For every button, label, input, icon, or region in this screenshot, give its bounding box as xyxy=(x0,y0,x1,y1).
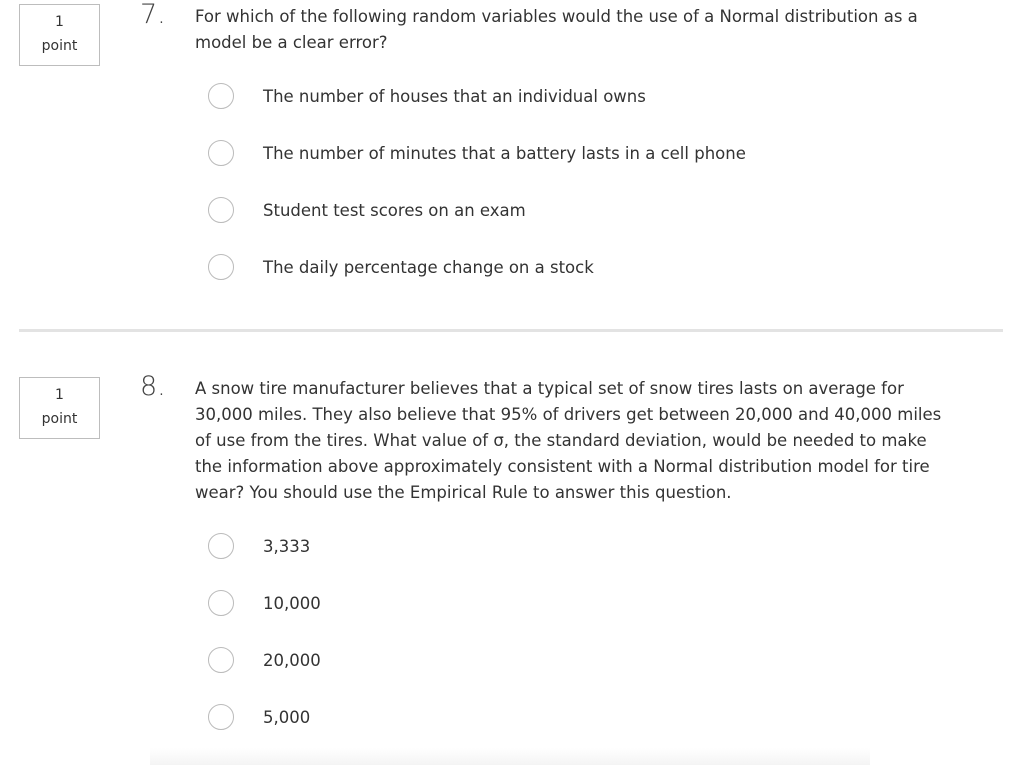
question-text: A snow tire manufacturer believes that a typical set of snow tires lasts on average for 30,000 miles. They also believe that 95% of drivers get between 20,000 and 40,000 miles of use from the tires. What value of σ, the standard deviation, would be needed to make the information above approximately consistent with a Normal distribution model for tire wear? You should use the Empirical Rule to answer this question. xyxy=(195,379,942,502)
answer-option[interactable] xyxy=(208,531,310,561)
radio-button[interactable] xyxy=(208,590,234,616)
radio-button[interactable] xyxy=(208,647,234,673)
answer-option[interactable] xyxy=(208,252,594,282)
answer-option-label: The number of minutes that a battery lasts in a cell phone xyxy=(263,143,746,163)
points-label: point xyxy=(41,411,78,427)
answer-option-label: The number of houses that an individual owns xyxy=(263,86,646,106)
radio-button[interactable] xyxy=(208,197,234,223)
answer-option[interactable] xyxy=(208,138,746,168)
radio-button[interactable] xyxy=(208,254,234,280)
question-number: 8. xyxy=(140,371,166,402)
answer-option-label: Student test scores on an exam xyxy=(263,200,526,220)
points-label: point xyxy=(41,38,78,54)
radio-button[interactable] xyxy=(208,83,234,109)
answer-option-label: 3,333 xyxy=(263,536,311,556)
points-box xyxy=(19,4,100,66)
radio-button[interactable] xyxy=(208,533,234,559)
answer-option-label: The daily percentage change on a stock xyxy=(263,257,594,277)
question-divider xyxy=(19,329,1003,332)
answer-option-label: 10,000 xyxy=(263,593,321,613)
points-box xyxy=(19,377,100,439)
answer-option[interactable] xyxy=(208,702,310,732)
question-text: For which of the following random variables would the use of a Normal distribution as a model be a clear error? xyxy=(195,7,918,52)
points-value: 1 xyxy=(55,387,64,403)
answer-option[interactable] xyxy=(208,645,321,675)
answer-option[interactable] xyxy=(208,195,526,225)
answer-option[interactable] xyxy=(208,81,646,111)
points-value: 1 xyxy=(55,14,64,30)
answer-option[interactable] xyxy=(208,588,321,618)
bottom-shadow xyxy=(150,748,870,765)
question-number: 7. xyxy=(140,0,166,30)
answer-option-label: 5,000 xyxy=(263,707,311,727)
radio-button[interactable] xyxy=(208,140,234,166)
answer-option-label: 20,000 xyxy=(263,650,321,670)
radio-button[interactable] xyxy=(208,704,234,730)
